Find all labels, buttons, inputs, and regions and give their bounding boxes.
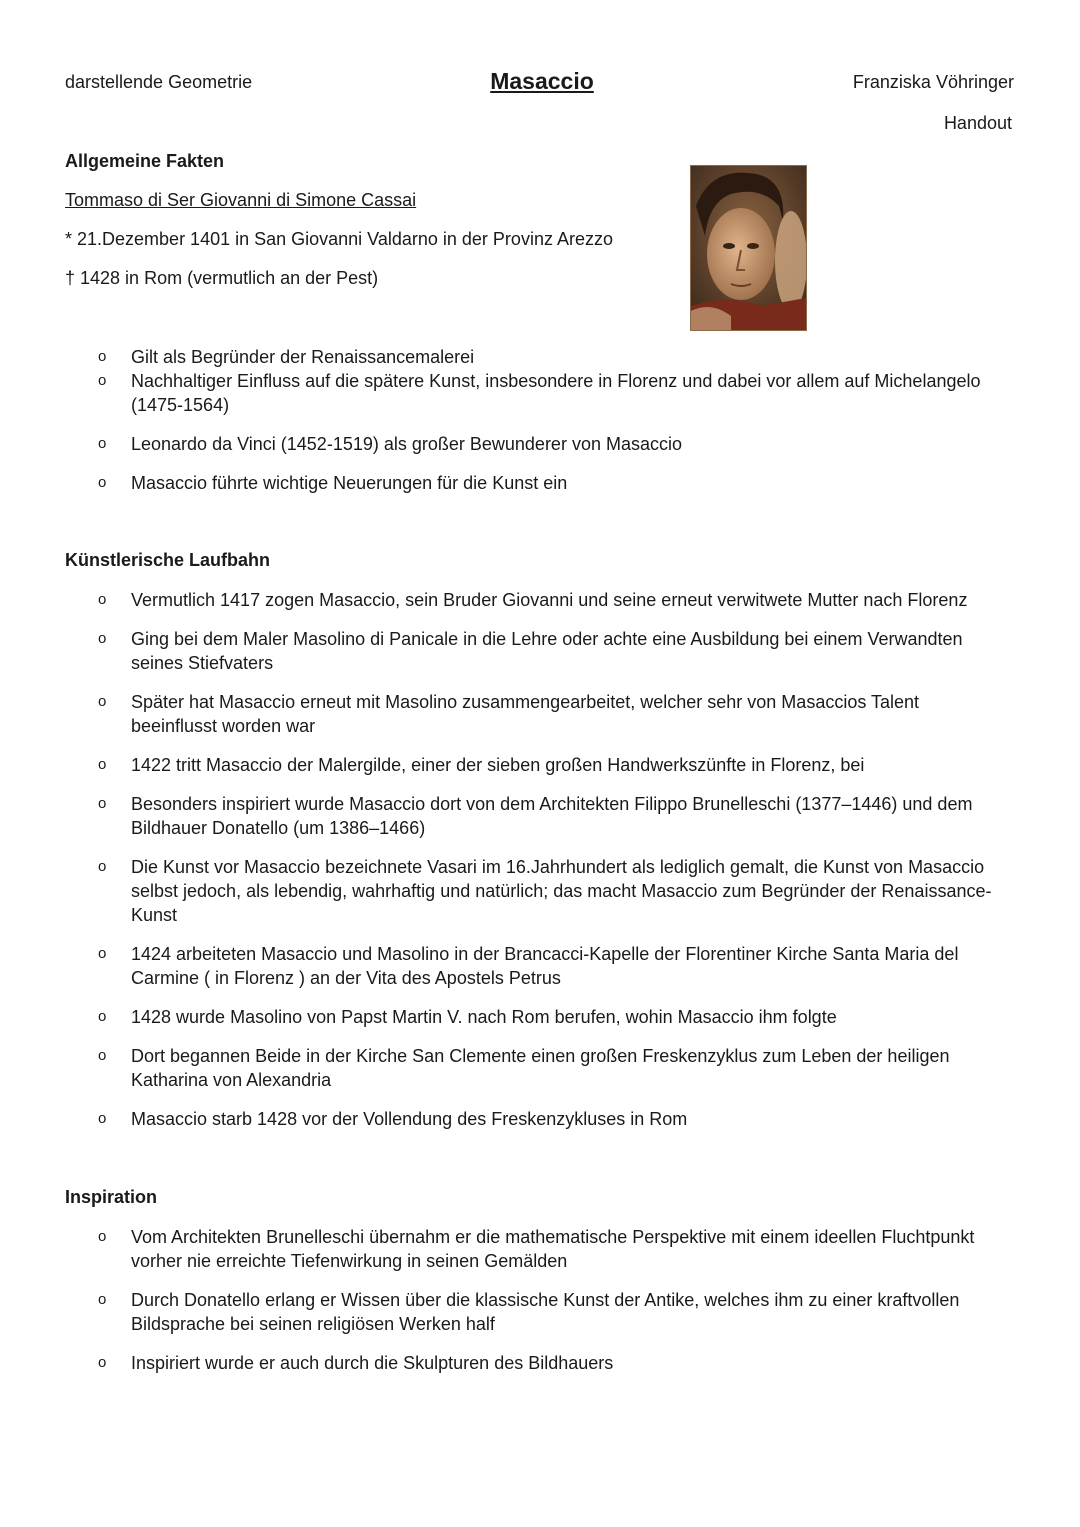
bullet-icon: o [98,945,107,962]
bullet-icon: o [98,1354,107,1371]
list-item: o 1428 wurde Masolino von Papst Martin V. nach Rom berufen, wohin Masaccio ihm folgte [98,1007,837,1027]
bullet-icon: o [98,435,107,452]
list-item: o Leonardo da Vinci (1452-1519) als großer Bewunderer von Masaccio [98,434,682,454]
bullet-icon: o [98,372,107,389]
death-line: † 1428 in Rom (vermutlich an der Pest) [65,268,379,288]
list-item: o Inspiriert wurde er auch durch die Skulpturen des Bildhauers [98,1353,614,1373]
list-item: o Durch Donatello erlang er Wissen über die klassische Kunst der Antike, welches ihm zu einer kraftvollen Bildsprache bei seinen religiösen Werken half [98,1290,960,1334]
document-type: Handout [943,113,1012,133]
bullet-icon: o [98,474,107,491]
bullet-icon: o [98,1110,107,1127]
list-item: o Ging bei dem Maler Masolino di Panicale in die Lehre oder achte eine Ausbildung bei einem Verwandten seines Stiefvaters [98,629,963,673]
bullet-icon: o [98,630,107,647]
facts-heading: Allgemeine Fakten [65,151,225,171]
masaccio-portrait [690,165,807,331]
bullet-icon: o [98,1291,107,1308]
list-item: o Vermutlich 1417 zogen Masaccio, sein Bruder Giovanni und seine erneut verwitwete Mutter nach Florenz [98,590,968,610]
list-item: o Masaccio starb 1428 vor der Vollendung des Freskenzykluses in Rom [98,1109,688,1129]
bullet-icon: o [98,591,107,608]
list-item: o Vom Architekten Brunelleschi übernahm er die mathematische Perspektive mit einem ideellen Fluchtpunkt vorher nie erreichte Tiefenwirkung in seinen Gemälden [98,1227,975,1271]
inspiration-list [0,1225,1080,1375]
bullet-icon: o [98,795,107,812]
bullet-icon: o [98,1047,107,1064]
list-item: o Nachhaltiger Einfluss auf die spätere Kunst, insbesondere in Florenz und dabei vor allem auf Michelangelo (1475-1564) [98,371,981,415]
list-item: o Dort begannen Beide in der Kirche San Clemente einen großen Freskenzyklus zum Leben der heiligen Katharina von Alexandria [98,1046,950,1090]
list-item: o Gilt als Begründer der Renaissancemalerei [98,347,475,367]
list-item: o 1422 tritt Masaccio der Malergilde, einer der sieben großen Handwerkszünfte in Florenz, bei [98,755,865,775]
page-title: Masaccio [490,68,594,94]
inspiration-heading: Inspiration [65,1187,158,1207]
bullet-icon: o [98,1228,107,1245]
list-item: o 1424 arbeiteten Masaccio und Masolino in der Brancacci-Kapelle der Florentiner Kirche Santa Maria del Carmine ( in Florenz ) an der Vita des Apostels Petrus [98,944,959,988]
bullet-icon: o [98,756,107,773]
facts-list [0,345,1080,495]
list-item: o Die Kunst vor Masaccio bezeichnete Vasari im 16.Jahrhundert als lediglich gemalt, die Kunst von Masaccio selbst jedoch, als lebendig, wahrhaftig und natürlich; das macht Masaccio zum Begründer der Renaissance-Kunst [98,857,992,925]
bullet-icon: o [98,693,107,710]
bullet-icon: o [98,1008,107,1025]
list-item: o Besonders inspiriert wurde Masaccio dort von dem Architekten Filippo Brunelleschi (1377–1446) und dem Bildhauer Donatello (um 1386–1466) [98,794,973,838]
subject-label: darstellende Geometrie [65,72,253,92]
list-item: o Masaccio führte wichtige Neuerungen für die Kunst ein [98,473,568,493]
bullet-icon: o [98,858,107,875]
birth-line: * 21.Dezember 1401 in San Giovanni Valdarno in der Provinz Arezzo [65,229,613,249]
list-item: o Später hat Masaccio erneut mit Masolino zusammengearbeitet, welcher sehr von Masaccios Talent beeinflusst worden war [98,692,920,736]
career-list [0,588,1080,1131]
full-name: Tommaso di Ser Giovanni di Simone Cassai [65,190,417,210]
bullet-icon: o [98,348,107,365]
author-name: Franziska Vöhringer [852,72,1014,92]
career-heading: Künstlerische Laufbahn [65,550,271,570]
